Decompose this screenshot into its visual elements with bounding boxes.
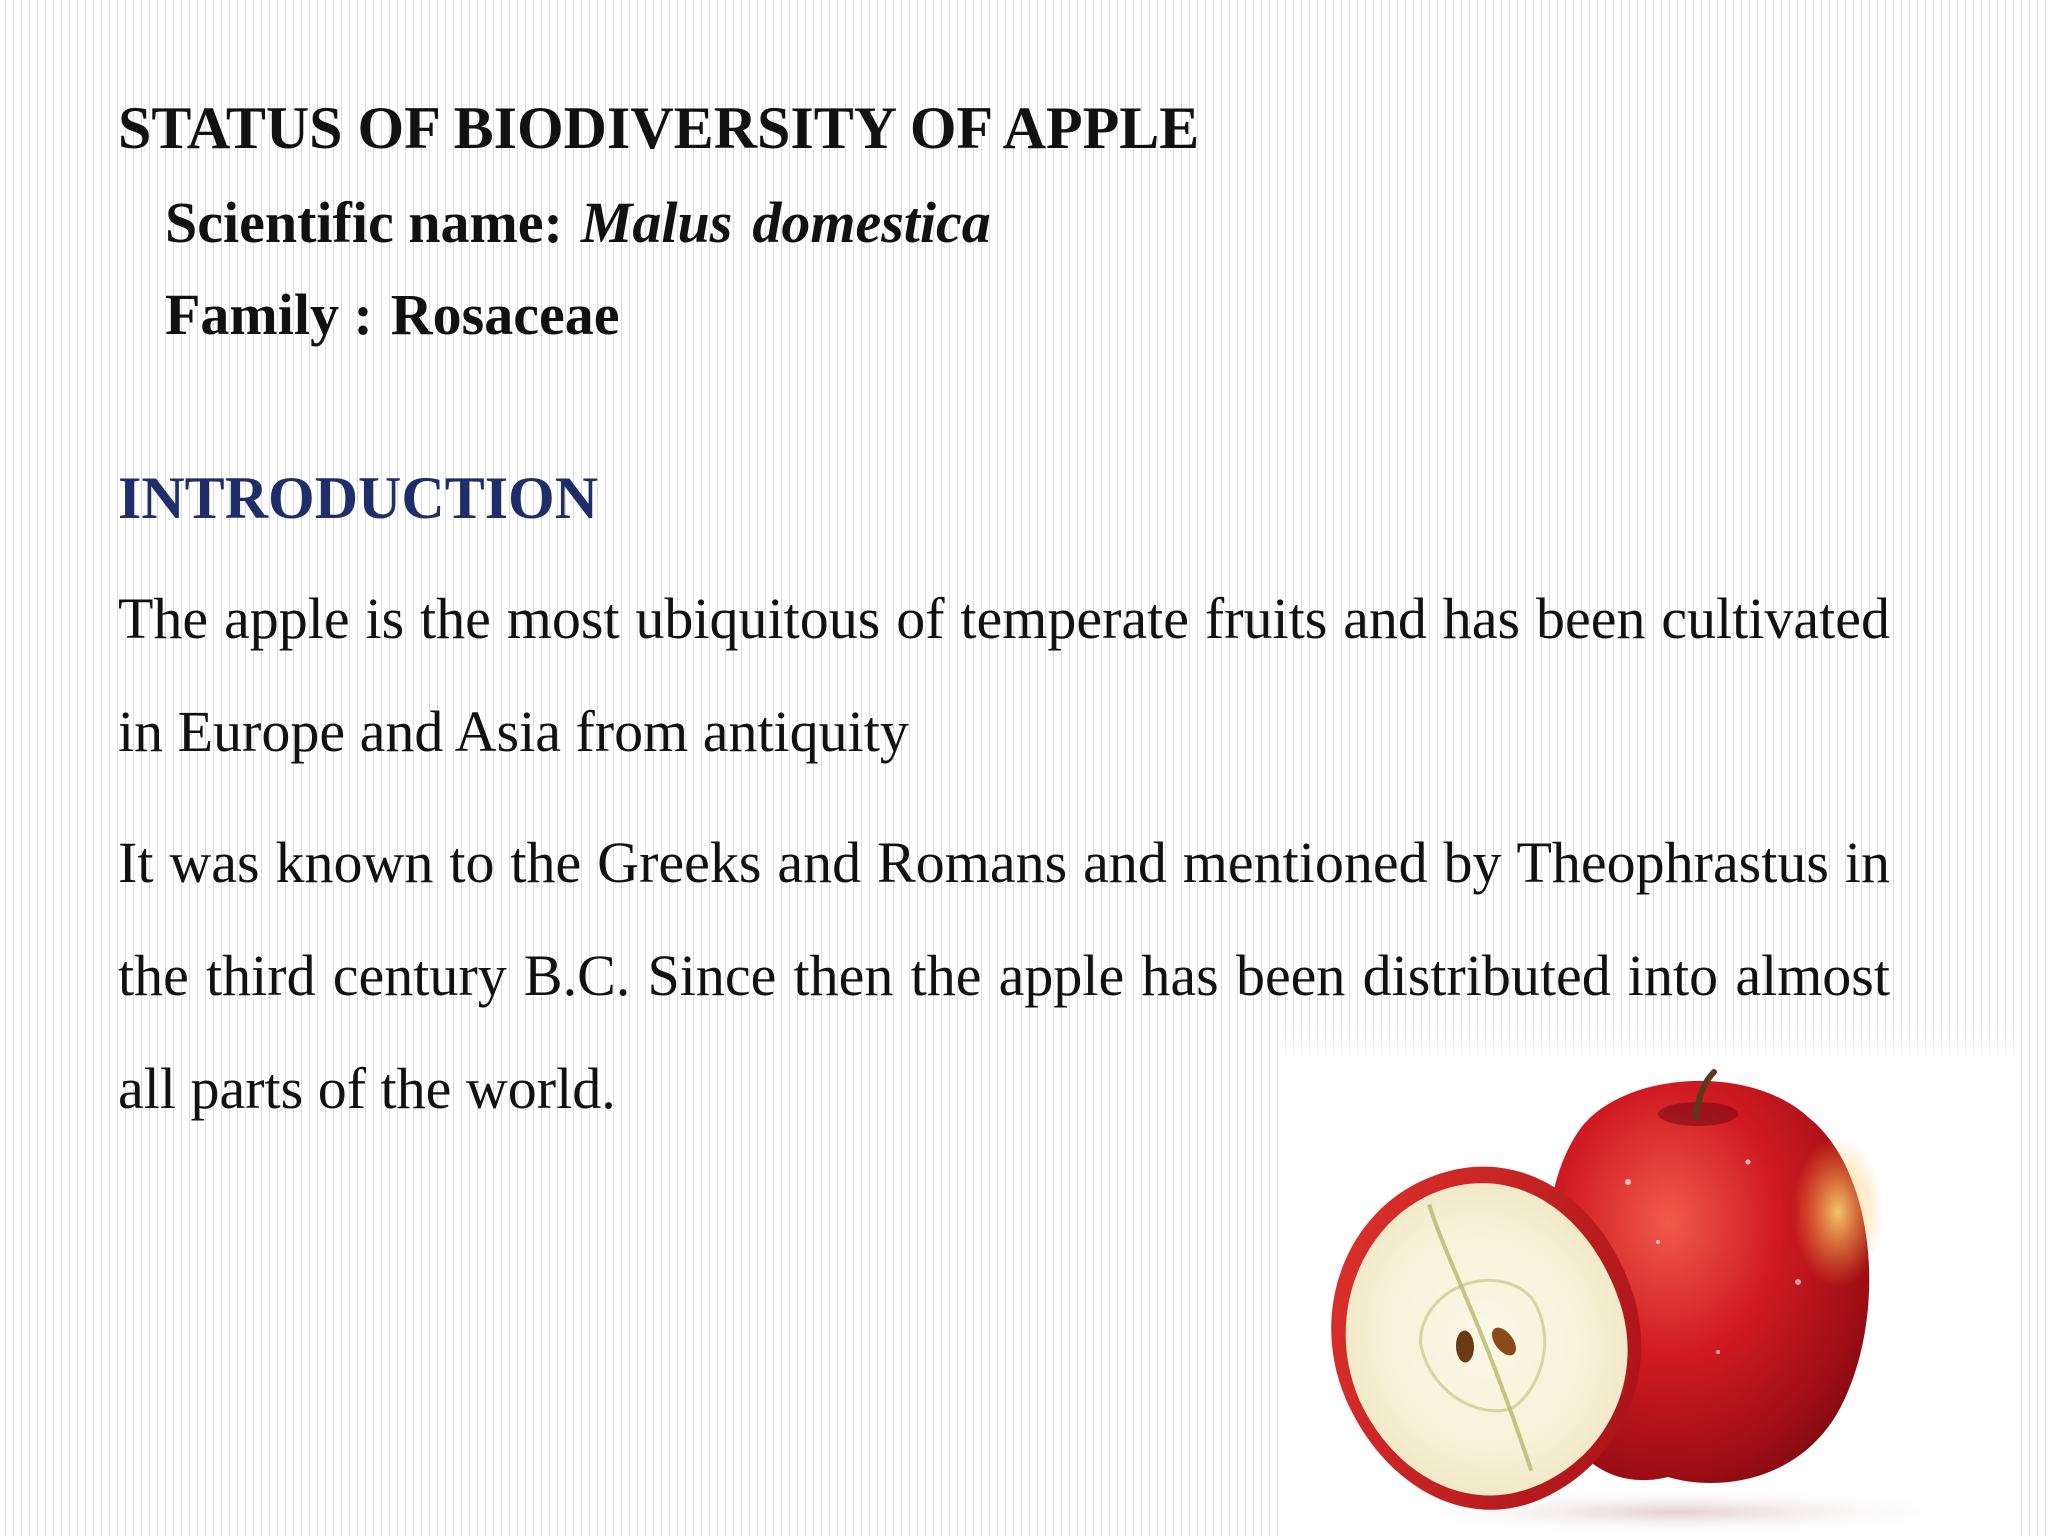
- apple-photo: [1278, 1022, 2018, 1536]
- introduction-heading: INTRODUCTION: [118, 465, 599, 531]
- family-line: [165, 280, 619, 350]
- slide-title: STATUS OF BIODIVERSITY OF APPLE: [118, 95, 1200, 161]
- family-label: Family :: [165, 282, 373, 347]
- scientific-name-value: [581, 190, 991, 255]
- intro-paragraph-2: It was known to the Greeks and Romans and mentioned by Theophrastus in the third century B.C. Since then the apple has been distributed into almost all parts of the world.: [118, 830, 1890, 1121]
- species-name: domestica: [752, 190, 991, 255]
- intro-paragraph-1: The apple is the most ubiquitous of temperate fruits and has been cultivated in Europe and Asia from antiquity: [118, 586, 1890, 764]
- apple-illustration: [1278, 1022, 2018, 1536]
- family-value: Rosaceae: [390, 282, 620, 347]
- scientific-name-line: [165, 188, 991, 258]
- genus-name: Malus: [580, 190, 733, 255]
- scientific-name-label: Scientific name:: [165, 190, 563, 255]
